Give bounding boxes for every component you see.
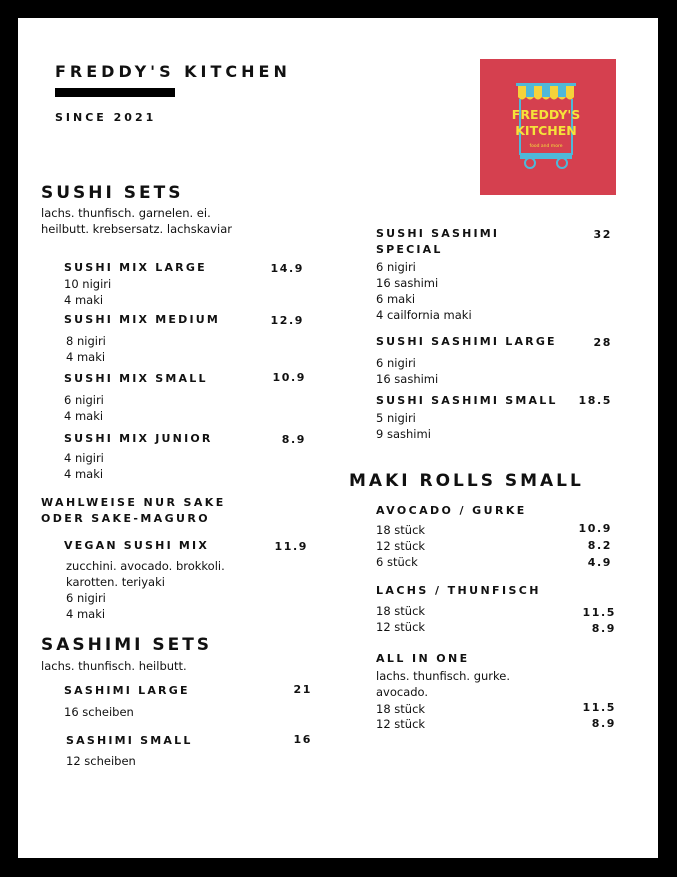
item-sushi-mix-junior: SUSHI MIX JUNIOR xyxy=(64,432,213,445)
item-sashimi-large: SASHIMI LARGE xyxy=(64,684,190,697)
maki-price: 8.9 xyxy=(591,717,616,730)
since-label: SINCE 2021 xyxy=(55,111,157,124)
item-line: 6 nigiri xyxy=(66,591,106,605)
item-line: 16 sashimi xyxy=(376,372,439,386)
item-line: 5 nigiri xyxy=(376,411,416,425)
maki-price: 4.9 xyxy=(587,556,612,569)
item-sashimi-small: SASHIMI SMALL xyxy=(66,734,193,747)
item-line: 6 maki xyxy=(376,292,416,306)
title-underline xyxy=(55,88,175,97)
sake-option-note: WAHLWEISE NUR SAKE ODER SAKE-MAGURO xyxy=(41,496,226,525)
item-line: 12 stück xyxy=(376,539,426,553)
item-line: 4 maki xyxy=(64,467,104,481)
item-line: 9 sashimi xyxy=(376,427,431,441)
menu-page xyxy=(18,18,658,858)
restaurant-logo xyxy=(480,59,616,195)
item-line: 18 stück xyxy=(376,604,426,618)
price-sushi-mix-large: 14.9 xyxy=(270,262,304,275)
logo-line1: FREDDY'S xyxy=(511,107,581,122)
price-sushi-sashimi-small: 18.5 xyxy=(578,394,612,407)
maki-price: 10.9 xyxy=(578,522,612,535)
price-sushi-sashimi-special: 32 xyxy=(593,228,612,241)
maki-price: 11.5 xyxy=(582,606,616,619)
item-line: 4 maki xyxy=(64,409,104,423)
item-line: 4 maki xyxy=(66,607,106,621)
price-sushi-mix-medium: 12.9 xyxy=(270,314,304,327)
item-sushi-mix-large: SUSHI MIX LARGE xyxy=(64,261,207,274)
item-line: 6 nigiri xyxy=(376,260,416,274)
item-line: 4 cailfornia maki xyxy=(376,308,472,322)
item-line: 4 maki xyxy=(66,350,106,364)
price-sashimi-small: 16 xyxy=(293,733,312,746)
item-line: 12 stück xyxy=(376,717,426,731)
maki-price: 8.9 xyxy=(591,622,616,635)
item-line: 12 stück xyxy=(376,620,426,634)
price-sushi-mix-junior: 8.9 xyxy=(281,433,306,446)
item-line: 6 stück xyxy=(376,555,418,569)
vegan-description: zucchini. avocado. brokkoli. karotten. teriyaki xyxy=(66,559,225,589)
item-sushi-sashimi-special: SUSHI SASHIMI SPECIAL xyxy=(376,227,500,256)
item-line: 6 nigiri xyxy=(376,356,416,370)
sashimi-sets-description: lachs. thunfisch. heilbutt. xyxy=(41,659,187,673)
maki-group-all-in-one: ALL IN ONE xyxy=(376,652,470,665)
item-line: 16 scheiben xyxy=(64,705,134,719)
food-cart-icon xyxy=(480,59,616,195)
sushi-sets-description: lachs. thunfisch. garnelen. ei. heilbutt. krebsersatz. lachskaviar xyxy=(41,206,232,236)
logo-tagline: food and more xyxy=(529,144,563,149)
price-sushi-sashimi-large: 28 xyxy=(593,336,612,349)
item-vegan-sushi-mix: VEGAN SUSHI MIX xyxy=(64,539,210,552)
maki-group-lachs-thunfisch: LACHS / THUNFISCH xyxy=(376,584,541,597)
restaurant-title: FREDDY'S KITCHEN xyxy=(55,62,291,81)
item-sushi-sashimi-small: SUSHI SASHIMI SMALL xyxy=(376,394,558,407)
item-sushi-mix-small: SUSHI MIX SMALL xyxy=(64,372,208,385)
logo-line2: KITCHEN xyxy=(515,123,577,138)
item-line: 8 nigiri xyxy=(66,334,106,348)
price-sashimi-large: 21 xyxy=(293,683,312,696)
maki-group-avocado-gurke: AVOCADO / GURKE xyxy=(376,504,527,517)
maki-rolls-title: MAKI ROLLS SMALL xyxy=(349,471,584,491)
item-line: 12 scheiben xyxy=(66,754,136,768)
price-sushi-mix-small: 10.9 xyxy=(272,371,306,384)
item-line: 10 nigiri xyxy=(64,277,112,291)
item-line: 4 nigiri xyxy=(64,451,104,465)
sashimi-sets-title: SASHIMI SETS xyxy=(41,635,213,655)
price-vegan-sushi-mix: 11.9 xyxy=(274,540,308,553)
item-sushi-mix-medium: SUSHI MIX MEDIUM xyxy=(64,313,221,326)
item-line: 18 stück xyxy=(376,523,426,537)
item-line: 6 nigiri xyxy=(64,393,104,407)
maki-price: 11.5 xyxy=(582,701,616,714)
sushi-sets-title: SUSHI SETS xyxy=(41,183,184,203)
item-line: 16 sashimi xyxy=(376,276,439,290)
all-in-one-description: lachs. thunfisch. gurke. avocado. xyxy=(376,669,510,699)
maki-price: 8.2 xyxy=(587,539,612,552)
item-line: 4 maki xyxy=(64,293,104,307)
item-sushi-sashimi-large: SUSHI SASHIMI LARGE xyxy=(376,335,557,348)
item-line: 18 stück xyxy=(376,702,426,716)
